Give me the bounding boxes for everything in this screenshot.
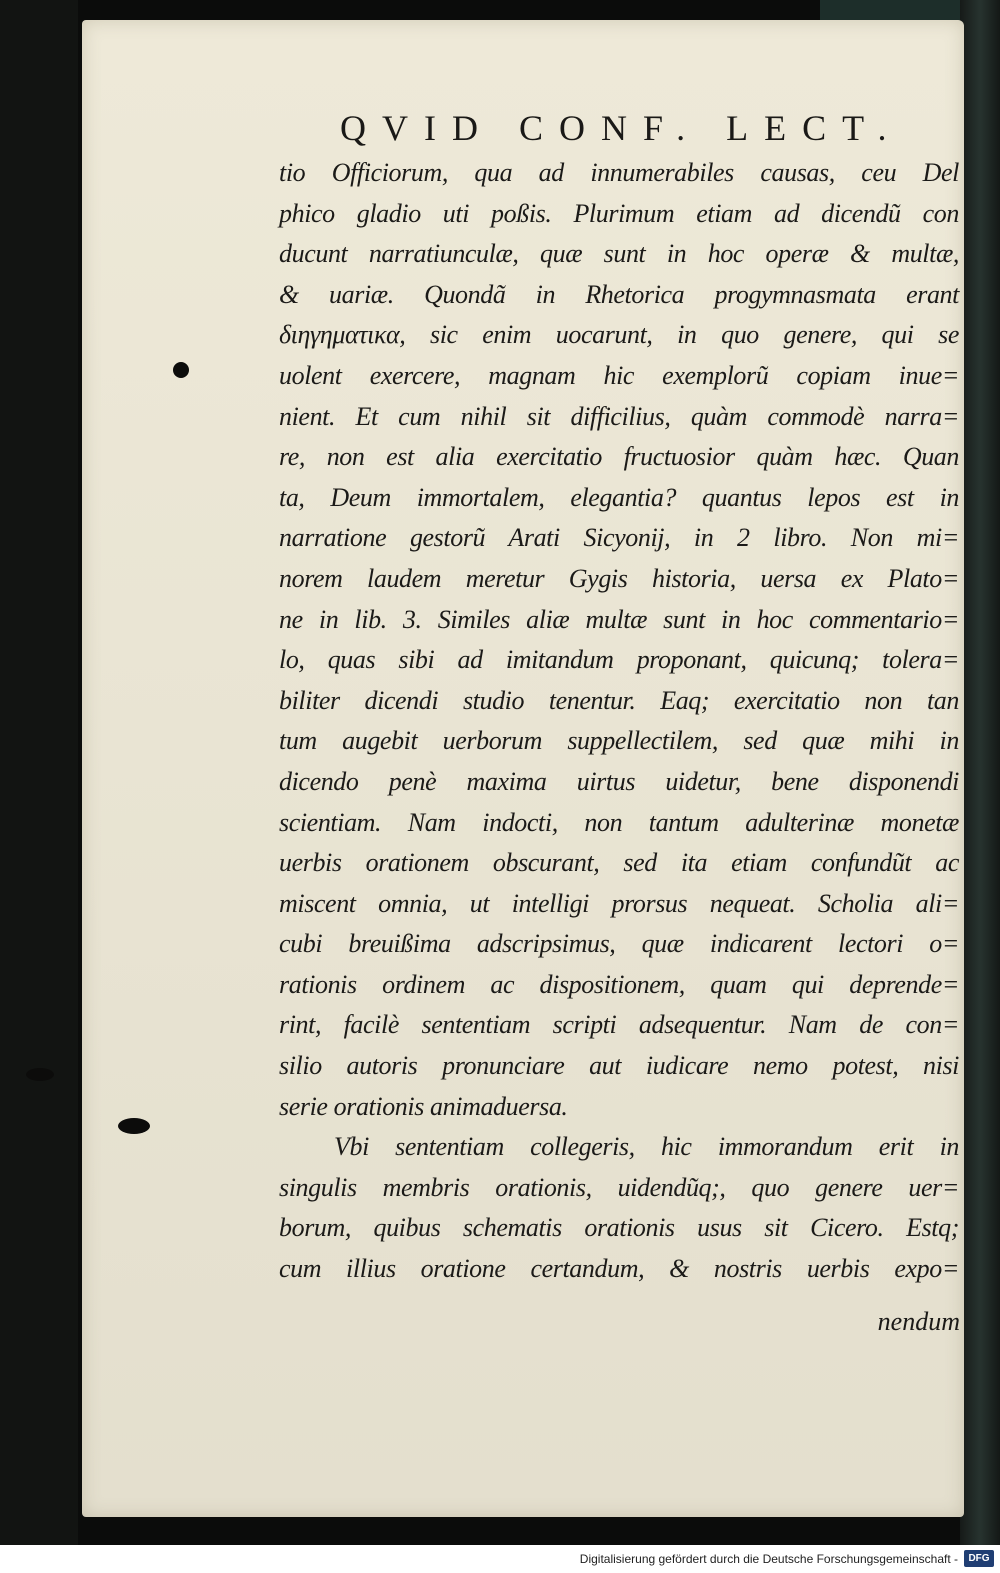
text-line: dicendo penè maxima uirtus uidetur, bene disponendi: [279, 766, 959, 796]
text-line: re, non est alia exercitatio fructuosior quàm hæc. Quan: [279, 442, 959, 472]
dfg-logo: DFG: [964, 1550, 994, 1567]
text-line: uerbis orationem obscurant, sed ita etiam confundũt ac: [279, 848, 959, 878]
text-line: rint, facilè sententiam scripti adsequentur. Nam de con=: [279, 1010, 959, 1040]
text-line: norem laudem meretur Gygis historia, uersa ex Plato=: [279, 563, 959, 593]
running-title: QVID CONF. LECT.: [340, 108, 903, 148]
text-line: tio Officiorum, qua ad innumerabiles causas, ceu Del: [279, 158, 959, 187]
text-line: uolent exercere, magnam hic exemplorũ copiam inue=: [279, 360, 959, 390]
text-line: miscent omnia, ut intelligi prorsus nequeat. Scholia ali=: [279, 888, 959, 918]
text-line: Vbi sententiam collegeris, hic immorandum erit in: [334, 1132, 959, 1162]
text-line: cubi breuißima adscripsimus, quæ indicarent lectori o=: [279, 929, 959, 959]
text-line: serie orationis animaduersa.: [279, 1091, 568, 1121]
text-line: narratione gestorũ Arati Sicyonij, in 2 libro. Non mi=: [279, 523, 959, 553]
scan-background-right: [960, 0, 1000, 1545]
text-line: scientiam. Nam indocti, non tantum adulterinæ monetæ: [279, 807, 959, 837]
text-line: διηγηματικα, sic enim uocarunt, in quo genere, qui se: [279, 320, 959, 350]
text-line: lo, quas sibi ad imitandum proponant, quicunq; tolera=: [279, 645, 959, 675]
text-line: ducunt narratiunculæ, quæ sunt in hoc operæ & multæ,: [279, 239, 959, 269]
footer-bar: [0, 1545, 1000, 1573]
text-line: cum illius oratione certandum, & nostris uerbis expo=: [279, 1254, 959, 1284]
text-line: ne in lib. 3. Similes aliæ multæ sunt in hoc commentario=: [279, 604, 959, 634]
catchword: nendum: [877, 1307, 960, 1336]
text-line: & uariæ. Quondã in Rhetorica progymnasmata erant: [279, 279, 959, 309]
text-line: borum, quibus schematis orationis usus sit Cicero. Estq;: [279, 1213, 959, 1243]
text-line: ta, Deum immortalem, elegantia? quantus lepos est in: [279, 482, 959, 512]
ink-blot: [118, 1118, 150, 1134]
scan-background-left: [0, 0, 78, 1545]
text-line: nient. Et cum nihil sit difficilius, quàm commodè narra=: [279, 401, 959, 431]
text-line: biliter dicendi studio tenentur. Eaq; exercitatio non tan: [279, 685, 959, 715]
text-line: singulis membris orationis, uidendũq;, quo genere uer=: [279, 1172, 959, 1202]
funding-note: Digitalisierung gefördert durch die Deutsche Forschungsgemeinschaft -: [579, 1552, 958, 1566]
text-line: silio autoris pronunciare aut iudicare nemo potest, nisi: [279, 1051, 959, 1081]
text-line: phico gladio uti poßis. Plurimum etiam ad dicendũ con: [279, 198, 959, 228]
page-text: [279, 153, 959, 1290]
ink-blot: [26, 1068, 54, 1081]
text-line: tum augebit uerborum suppellectilem, sed quæ mihi in: [279, 726, 959, 756]
ink-blot: [173, 362, 189, 378]
text-line: rationis ordinem ac dispositionem, quam qui deprende=: [279, 969, 959, 999]
